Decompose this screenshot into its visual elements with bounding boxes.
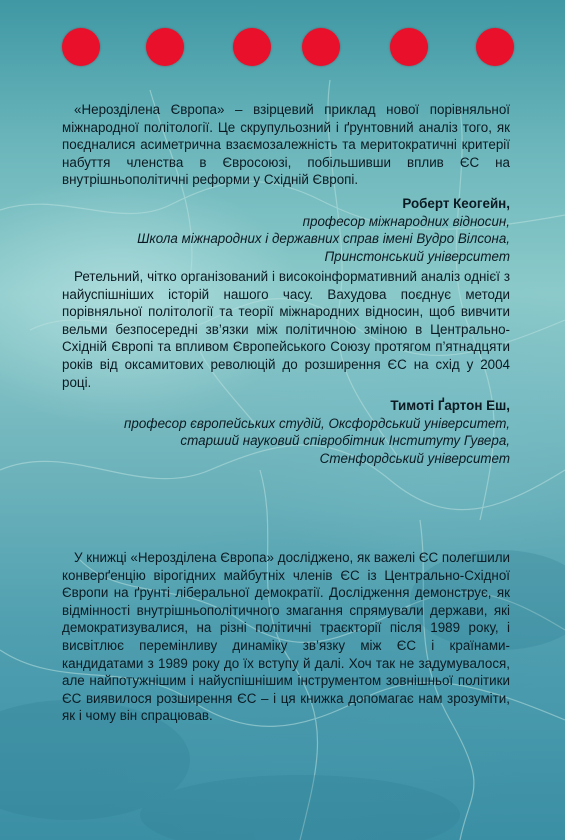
endorsement-quote-1 <box>62 101 510 265</box>
red-dot-5 <box>390 28 428 66</box>
book-summary <box>62 549 510 725</box>
quote-2-affiliation-line: старший науковий співробітник Інституту Гувера, <box>180 433 510 449</box>
quote-2-text: Ретельний, чітко організований і високоінформативний аналіз однієї з найуспішніших історій нашого часу. Вахудова поєднує методи порівняльної політології та теорії міжнародних відносин, щоб вивчити вельми безпосередні зв’язки між політичною зміною в Центрально-Східній Європі та впливом Європейського Союзу протягом п’ятнадцяти років від оксамитових революцій до розширення ЄС на схід у 2004 році. <box>62 269 510 390</box>
quote-1-text: «Нерозділена Європа» – взірцевий приклад нової порівняльної міжнародної політології. Це скрупульозний і ґрунтовний аналіз того, як поєдналися асиметрична взаємозалежність та меритократичні критерії набуття членства в Євросоюзі, побільшивши вплив ЄС на внутрішньополітичні реформи у Східній Європі. <box>62 102 510 188</box>
red-dot-6 <box>476 28 514 66</box>
red-dot-2 <box>146 28 184 66</box>
red-dot-1 <box>62 28 100 66</box>
quote-1-signature <box>62 195 510 265</box>
quote-1-affiliation-line: Принстонський університет <box>324 248 510 264</box>
endorsement-quote-2 <box>62 268 510 468</box>
summary-text: У книжці «Нерозділена Європа» досліджено, як важелі ЄС полегшили конверґенцію вірогідних майбутніх членів ЄС із Центрально-Східної Європи на ґрунті ліберальної демократії. Дослідження демонструє, як відмінності внутрішньополітичного змагання спрямували держави, які демократизувалися, на різні політичні траєкторії після 1989 року, і висвітлює перемінливу динаміку зв’язку між ЄС і країнами-кандидатами з 1989 року до їх вступу й далі. Хоч так не задумувалося, але найпотужнішим і найуспішнішим інструментом зовнішньої політики ЄС виявилося розширення ЄС – і ця книжка допомагає нам зрозуміти, як і чому він спрацював. <box>62 550 510 724</box>
quote-1-author: Роберт Кеогейн, <box>402 195 510 211</box>
quote-2-affiliation-line: Стенфордський університет <box>319 450 510 466</box>
quote-1-affiliation-line: професор міжнародних відносин, <box>302 213 510 229</box>
red-dot-3 <box>233 28 271 66</box>
quote-2-affiliation-line: професор європейських студій, Оксфордський університет, <box>124 415 510 431</box>
decorative-dots <box>0 28 565 68</box>
quote-2-author: Тимоті Ґартон Еш, <box>390 398 510 414</box>
quote-2-signature <box>62 397 510 467</box>
quote-1-affiliation-line: Школа міжнародних і державних справ імені Вудро Вілсона, <box>137 231 510 247</box>
red-dot-4 <box>302 28 340 66</box>
